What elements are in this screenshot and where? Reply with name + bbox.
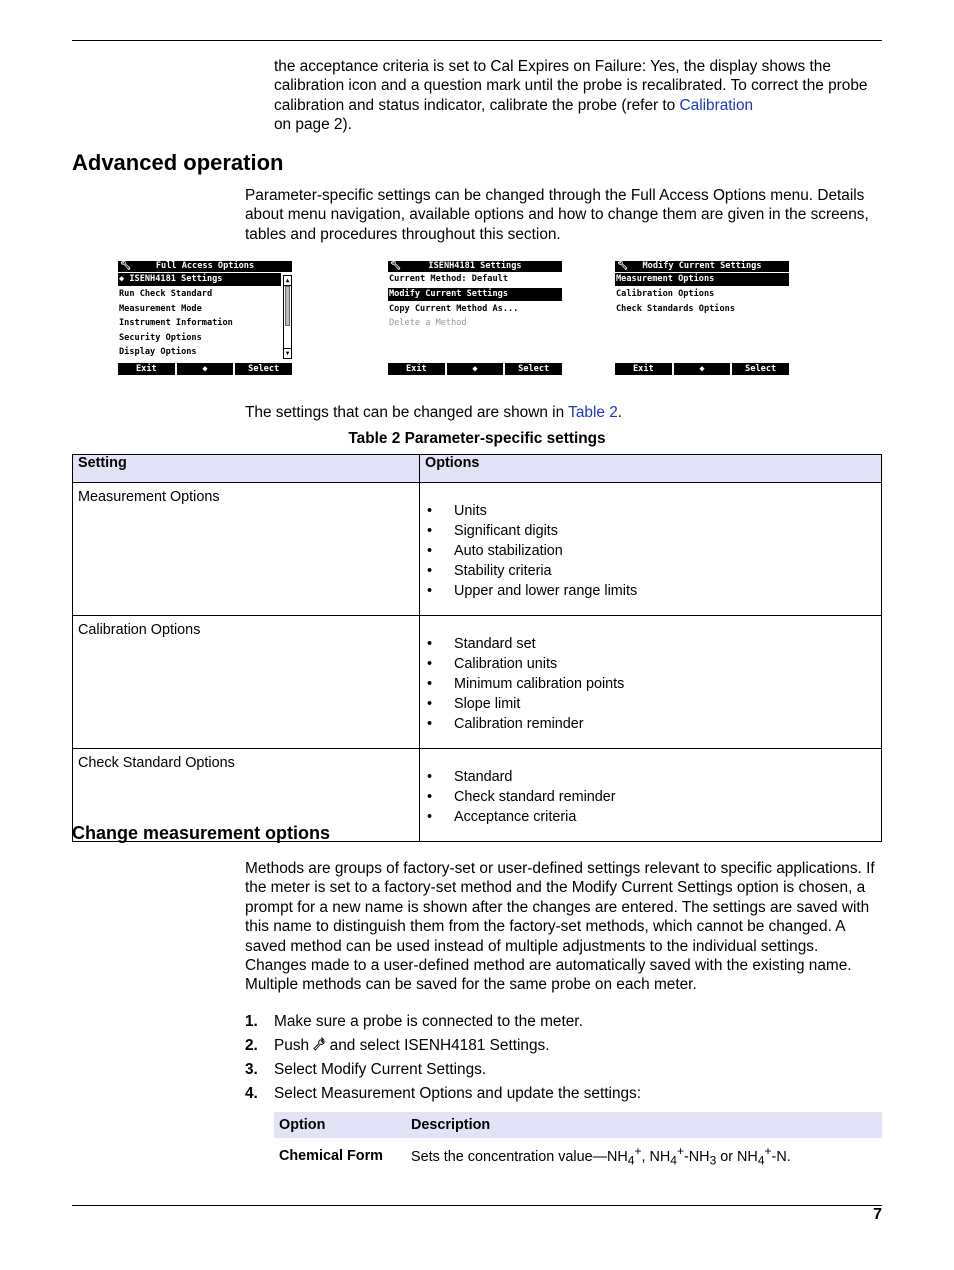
list-item: • Significant digits [427, 523, 558, 539]
menu-item-security-options[interactable]: Security Options [119, 332, 202, 343]
list-item: • Stability criteria [427, 563, 552, 579]
scroll-down-arrow-icon[interactable]: ▼ [285, 350, 290, 357]
list-item: • Minimum calibration points [427, 676, 625, 692]
softkey-bar [388, 363, 562, 375]
table-2-link[interactable]: Table 2 [568, 404, 618, 421]
step-1: 1. Make sure a probe is connected to the meter. [245, 1013, 583, 1030]
table-row [73, 483, 882, 616]
list-item: • Calibration reminder [427, 716, 584, 732]
description-cell: Sets the concentration $value—NH_4^+$, $NH_4^+-NH_3$ or $NH_4^+-N$. [411, 1144, 791, 1168]
screen-title-bar [388, 261, 562, 272]
intro-text-end: on page 2). [274, 116, 352, 134]
softkey-bar [118, 363, 292, 375]
top-rule [72, 40, 882, 41]
step-2: 2. Push and select ISENH4181 Settings. [245, 1037, 550, 1054]
softkey-up-down[interactable]: ◆ [674, 363, 731, 375]
menu-item-modify-current-settings[interactable]: Modify Current Settings [388, 288, 562, 301]
step-4: 4. Select Measurement Options and update the settings: [245, 1085, 642, 1102]
softkey-bar [615, 363, 789, 375]
screen-modify-current-settings [615, 261, 789, 375]
page-number: 7 [873, 1206, 882, 1223]
menu-item-check-standards-options[interactable]: Check Standards Options [616, 303, 735, 314]
options-cell [420, 483, 882, 616]
list-item: • Calibration units [427, 656, 558, 672]
table-ref-text: The settings that can be changed are shown in [245, 404, 569, 421]
step-3: 3. Select Modify Current Settings. [245, 1061, 487, 1078]
softkey-up-down[interactable]: ◆ [447, 363, 504, 375]
list-item: • Check standard reminder [427, 789, 616, 805]
menu-item-measurement-options[interactable]: Measurement Options [615, 273, 789, 286]
option-cell: Chemical Form [279, 1147, 383, 1164]
table-row [274, 1138, 882, 1174]
table-caption: Table 2 Parameter-specific settings [348, 430, 606, 447]
screen-title: ISENH4181 Settings [428, 261, 522, 271]
menu-item-current-method: Current Method: Default [389, 274, 508, 284]
screen-title-bar [615, 261, 789, 272]
list-item: • Auto stabilization [427, 543, 563, 559]
intro-paragraph [274, 57, 874, 135]
parameter-settings-table [72, 454, 882, 842]
table-header-row [73, 455, 882, 483]
scrollbar[interactable] [283, 275, 292, 359]
measurement-options-table [274, 1112, 882, 1174]
table-header-row [274, 1112, 882, 1138]
list-item: • Standard [427, 769, 513, 785]
wrench-icon: 🔧︎ [617, 261, 629, 271]
menu-item-copy-current-method[interactable]: Copy Current Method As... [389, 303, 519, 314]
list-item: • Upper and lower range limits [427, 583, 638, 599]
bottom-rule [72, 1205, 882, 1206]
menu-item-measurement-mode[interactable]: Measurement Mode [119, 303, 202, 314]
setting-cell: Calibration Options [73, 616, 420, 749]
advanced-paragraph [245, 186, 875, 244]
table-row [73, 616, 882, 749]
softkey-select[interactable]: Select [732, 363, 789, 375]
list-item: • Units [427, 503, 487, 519]
list-item: • Slope limit [427, 696, 521, 712]
screen-title: Modify Current Settings [642, 261, 762, 271]
menu-item-display-options[interactable]: Display Options [119, 347, 197, 357]
list-item: • Acceptance criteria [427, 809, 577, 825]
table-reference-line [245, 403, 875, 422]
list-item: • Standard set [427, 636, 536, 652]
softkey-select[interactable]: Select [235, 363, 292, 375]
softkey-exit[interactable]: Exit [118, 363, 175, 375]
section-heading-advanced-operation: Advanced operation [72, 150, 284, 175]
wrench-icon [313, 1037, 325, 1051]
header-option: Option [274, 1112, 406, 1138]
softkey-exit[interactable]: Exit [388, 363, 445, 375]
change-paragraph [245, 859, 882, 995]
softkey-up-down[interactable]: ◆ [177, 363, 234, 375]
header-options: Options [420, 455, 882, 483]
screen-full-access-options [118, 261, 292, 375]
menu-item-run-check-standard[interactable]: Run Check Standard [119, 289, 213, 299]
procedure-steps [245, 1012, 641, 1108]
wrench-icon: 🔧︎ [390, 261, 402, 271]
softkey-select[interactable]: Select [505, 363, 562, 375]
scroll-thumb[interactable] [285, 286, 290, 326]
subsection-heading-change-measurement-options: Change measurement options [72, 823, 331, 843]
softkey-exit[interactable]: Exit [615, 363, 672, 375]
menu-item-instrument-information[interactable]: Instrument Information [119, 318, 233, 328]
calibration-link[interactable]: Calibration [679, 96, 754, 114]
screen-title: Full Access Options [155, 261, 255, 271]
setting-cell: Check Standard Options [73, 749, 420, 842]
menu-item-isenh4181-settings[interactable]: ◆ ISENH4181 Settings [118, 273, 281, 286]
wrench-icon: 🔧︎ [120, 261, 132, 271]
options-cell [420, 616, 882, 749]
options-cell [420, 749, 882, 842]
table-ref-end: . [617, 404, 623, 421]
setting-cell: Measurement Options [73, 483, 420, 616]
advanced-text: Parameter-specific settings can be changed through the Full Access Options menu. Details about menu navigation, available options and how to change them are given in the screens, tables and procedures throughout this section. [245, 187, 869, 243]
intro-text: the acceptance criteria is set to Cal Expires on Failure: Yes, the display shows the calibration icon and a question mark until the probe is recalibrated. To correct the probe calibration and status indicator, calibrate the probe (refer to [274, 58, 868, 114]
menu-item-calibration-options[interactable]: Calibration Options [616, 289, 715, 299]
header-setting: Setting [73, 455, 420, 483]
screen-title-bar [118, 261, 292, 272]
scroll-up-arrow-icon[interactable]: ▲ [285, 277, 290, 284]
screen-isenh4181-settings [388, 261, 562, 375]
menu-item-delete-a-method: Delete a Method [389, 318, 467, 328]
header-description: Description [406, 1112, 882, 1138]
change-text: Methods are groups of factory-set or user-defined settings relevant to specific applications. If the meter is set to a factory-set method and the Modify Current Settings option is chosen, a prompt for a new name is shown after the changes are entered. The settings are saved with this name to distinguish them from the factory-set methods, which cannot be changed. A saved method can be used instead of multiple adjustments to the individual settings. Changes made to a user-defined method are automatically saved with the existing name. Multiple methods can be saved for the same probe on each meter. [245, 860, 875, 994]
